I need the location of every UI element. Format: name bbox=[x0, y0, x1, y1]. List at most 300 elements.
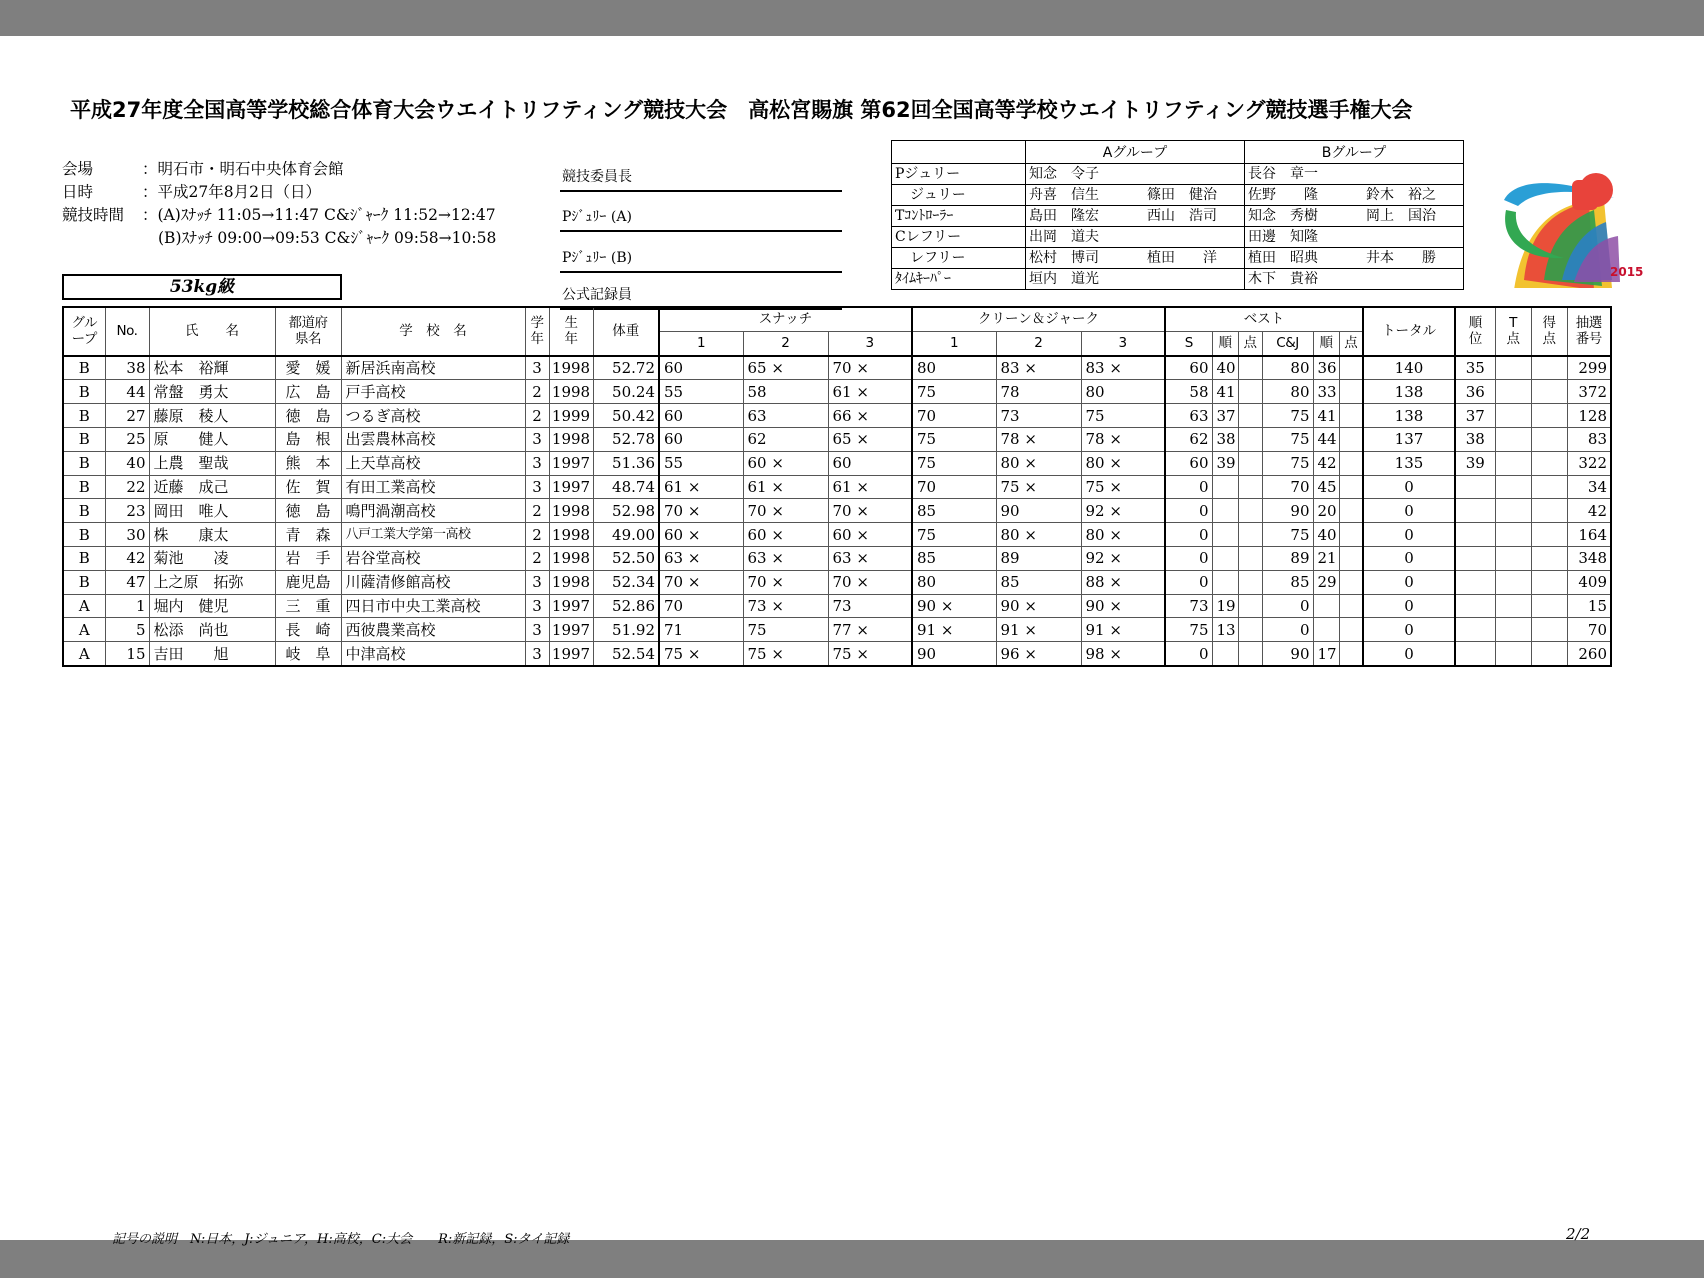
table-row bbox=[63, 380, 1611, 404]
legend-note: 記号の説明 N:日本，J:ジュニア，H:高校，C:大会 R:新記録，S:タイ記録 bbox=[112, 1232, 570, 1247]
best-snatch-rank bbox=[1212, 499, 1238, 523]
best-cj-rank: 21 bbox=[1313, 546, 1339, 570]
best-snatch-rank: 19 bbox=[1212, 594, 1238, 618]
col-cj-1: 1 bbox=[912, 331, 996, 355]
snatch-3: 61 × bbox=[828, 380, 912, 404]
cj-2: 83 × bbox=[996, 356, 1081, 380]
athlete-group: A bbox=[63, 618, 105, 642]
cj-1: 80 bbox=[912, 570, 996, 594]
rank bbox=[1455, 642, 1495, 666]
col-tpoint: T 点 bbox=[1495, 307, 1531, 356]
athlete-school: 上天草高校 bbox=[341, 451, 525, 475]
best-cj: 75 bbox=[1262, 404, 1313, 428]
athlete-pref: 岐 阜 bbox=[275, 642, 341, 666]
athlete-bodyweight: 50.42 bbox=[593, 404, 659, 428]
officials-header-a: Aグループ bbox=[1026, 141, 1245, 164]
official-name: 西山 浩司 bbox=[1147, 208, 1217, 224]
lot-number: 260 bbox=[1567, 642, 1611, 666]
t-point bbox=[1495, 380, 1531, 404]
best-cj: 90 bbox=[1262, 499, 1313, 523]
official-name: 垣内 道光 bbox=[1029, 271, 1099, 287]
athlete-no: 15 bbox=[105, 642, 149, 666]
athlete-bodyweight: 52.86 bbox=[593, 594, 659, 618]
best-snatch-rank bbox=[1212, 570, 1238, 594]
col-score: 得 点 bbox=[1531, 307, 1567, 356]
best-snatch-rank: 41 bbox=[1212, 380, 1238, 404]
official-group-a bbox=[1026, 248, 1245, 269]
lot-number: 164 bbox=[1567, 523, 1611, 547]
athlete-group: B bbox=[63, 427, 105, 451]
snatch-2: 70 × bbox=[743, 499, 828, 523]
total: 0 bbox=[1363, 475, 1455, 499]
athlete-grade: 3 bbox=[525, 427, 549, 451]
snatch-3: 60 bbox=[828, 451, 912, 475]
best-snatch: 58 bbox=[1165, 380, 1212, 404]
snatch-1: 61 × bbox=[659, 475, 743, 499]
athlete-group: A bbox=[63, 642, 105, 666]
cj-2: 78 × bbox=[996, 427, 1081, 451]
total: 0 bbox=[1363, 618, 1455, 642]
snatch-3: 65 × bbox=[828, 427, 912, 451]
snatch-1: 60 bbox=[659, 404, 743, 428]
officials-row bbox=[892, 269, 1464, 290]
athlete-grade: 3 bbox=[525, 451, 549, 475]
snatch-2: 75 × bbox=[743, 642, 828, 666]
athlete-bodyweight: 48.74 bbox=[593, 475, 659, 499]
best-snatch-rank bbox=[1212, 546, 1238, 570]
best-cj-point bbox=[1339, 523, 1363, 547]
snatch-3: 70 × bbox=[828, 499, 912, 523]
athlete-group: B bbox=[63, 523, 105, 547]
athlete-no: 42 bbox=[105, 546, 149, 570]
athlete-bodyweight: 52.72 bbox=[593, 356, 659, 380]
official-group-b bbox=[1245, 248, 1464, 269]
official-group-b bbox=[1245, 164, 1464, 185]
total: 0 bbox=[1363, 499, 1455, 523]
cj-2: 75 × bbox=[996, 475, 1081, 499]
athlete-school: 新居浜南高校 bbox=[341, 356, 525, 380]
snatch-2: 65 × bbox=[743, 356, 828, 380]
snatch-1: 55 bbox=[659, 451, 743, 475]
officials-row bbox=[892, 248, 1464, 269]
athlete-birth: 1998 bbox=[549, 356, 593, 380]
best-cj-point bbox=[1339, 404, 1363, 428]
snatch-1: 63 × bbox=[659, 546, 743, 570]
col-snatch-3: 3 bbox=[828, 331, 912, 355]
cj-3: 80 × bbox=[1081, 523, 1165, 547]
best-cj-rank: 36 bbox=[1313, 356, 1339, 380]
official-name: 鈴木 裕之 bbox=[1366, 187, 1436, 203]
athlete-pref: 徳 島 bbox=[275, 404, 341, 428]
lot-number: 83 bbox=[1567, 427, 1611, 451]
snatch-2: 73 × bbox=[743, 594, 828, 618]
best-cj: 0 bbox=[1262, 618, 1313, 642]
best-snatch-rank: 13 bbox=[1212, 618, 1238, 642]
athlete-name: 常盤 勇太 bbox=[149, 380, 275, 404]
cj-2: 80 × bbox=[996, 523, 1081, 547]
col-cj-2: 2 bbox=[996, 331, 1081, 355]
athlete-grade: 2 bbox=[525, 523, 549, 547]
athlete-name: 堀内 健児 bbox=[149, 594, 275, 618]
athlete-bodyweight: 51.92 bbox=[593, 618, 659, 642]
col-school: 学 校 名 bbox=[341, 307, 525, 356]
athlete-name: 株 康太 bbox=[149, 523, 275, 547]
results-table bbox=[62, 306, 1612, 667]
best-snatch-rank: 37 bbox=[1212, 404, 1238, 428]
best-snatch-point bbox=[1238, 356, 1262, 380]
athlete-name: 原 健人 bbox=[149, 427, 275, 451]
athlete-group: A bbox=[63, 594, 105, 618]
athlete-school: 戸手高校 bbox=[341, 380, 525, 404]
col-birth: 生 年 bbox=[549, 307, 593, 356]
best-cj: 75 bbox=[1262, 523, 1313, 547]
athlete-birth: 1997 bbox=[549, 642, 593, 666]
athlete-birth: 1999 bbox=[549, 404, 593, 428]
rank bbox=[1455, 570, 1495, 594]
rank bbox=[1455, 618, 1495, 642]
page-title: 平成27年度全国高等学校総合体育大会ウエイトリフティング競技大会 高松宮賜旗 第62回全国高等学校ウエイトリフティング競技選手権大会 bbox=[70, 98, 1413, 122]
snatch-2: 70 × bbox=[743, 570, 828, 594]
t-point bbox=[1495, 618, 1531, 642]
official-group-b bbox=[1245, 185, 1464, 206]
athlete-birth: 1998 bbox=[549, 523, 593, 547]
snatch-1: 70 × bbox=[659, 499, 743, 523]
best-snatch: 0 bbox=[1165, 499, 1212, 523]
t-point bbox=[1495, 427, 1531, 451]
cj-1: 70 bbox=[912, 475, 996, 499]
best-snatch: 62 bbox=[1165, 427, 1212, 451]
athlete-bodyweight: 49.00 bbox=[593, 523, 659, 547]
col-lot: 抽選 番号 bbox=[1567, 307, 1611, 356]
official-role: ﾀｲﾑｷｰﾊﾟｰ bbox=[892, 269, 1026, 290]
cj-1: 90 bbox=[912, 642, 996, 666]
athlete-school: 川薩清修館高校 bbox=[341, 570, 525, 594]
table-row bbox=[63, 570, 1611, 594]
officials-header-b: Bグループ bbox=[1245, 141, 1464, 164]
best-snatch-rank bbox=[1212, 642, 1238, 666]
col-snatch: スナッチ bbox=[659, 307, 912, 331]
best-snatch-point bbox=[1238, 570, 1262, 594]
official-role: レフリー bbox=[892, 248, 1026, 269]
table-row bbox=[63, 499, 1611, 523]
col-group: グル ープ bbox=[63, 307, 105, 356]
table-row bbox=[63, 356, 1611, 380]
athlete-name: 近藤 成己 bbox=[149, 475, 275, 499]
official-role: Pジュリー bbox=[892, 164, 1026, 185]
total: 0 bbox=[1363, 642, 1455, 666]
t-point bbox=[1495, 475, 1531, 499]
score bbox=[1531, 356, 1567, 380]
cj-3: 75 × bbox=[1081, 475, 1165, 499]
snatch-3: 75 × bbox=[828, 642, 912, 666]
athlete-birth: 1998 bbox=[549, 499, 593, 523]
total: 140 bbox=[1363, 356, 1455, 380]
best-cj-point bbox=[1339, 499, 1363, 523]
officials-row bbox=[892, 164, 1464, 185]
results-sheet bbox=[0, 36, 1704, 1247]
snatch-1: 70 × bbox=[659, 570, 743, 594]
best-snatch: 0 bbox=[1165, 570, 1212, 594]
t-point bbox=[1495, 404, 1531, 428]
col-bodyweight: 体重 bbox=[593, 307, 659, 356]
official-group-a bbox=[1026, 164, 1245, 185]
score bbox=[1531, 451, 1567, 475]
rank bbox=[1455, 594, 1495, 618]
best-cj-point bbox=[1339, 380, 1363, 404]
best-snatch: 0 bbox=[1165, 642, 1212, 666]
time-label: 競技時間 bbox=[62, 206, 125, 224]
cj-3: 92 × bbox=[1081, 499, 1165, 523]
athlete-pref: 三 重 bbox=[275, 594, 341, 618]
snatch-3: 60 × bbox=[828, 523, 912, 547]
athlete-school: 出雲農林高校 bbox=[341, 427, 525, 451]
cj-1: 85 bbox=[912, 499, 996, 523]
table-row bbox=[63, 642, 1611, 666]
cj-3: 78 × bbox=[1081, 427, 1165, 451]
rank: 36 bbox=[1455, 380, 1495, 404]
table-row bbox=[63, 546, 1611, 570]
venue-label: 会場 bbox=[62, 160, 94, 178]
col-rank: 順 位 bbox=[1455, 307, 1495, 356]
athlete-no: 27 bbox=[105, 404, 149, 428]
cj-2: 78 bbox=[996, 380, 1081, 404]
event-logo bbox=[1494, 140, 1644, 288]
best-snatch-point bbox=[1238, 451, 1262, 475]
col-no: No. bbox=[105, 307, 149, 356]
best-snatch-point bbox=[1238, 618, 1262, 642]
best-cj-point bbox=[1339, 356, 1363, 380]
cj-1: 75 bbox=[912, 451, 996, 475]
total: 138 bbox=[1363, 404, 1455, 428]
cj-3: 91 × bbox=[1081, 618, 1165, 642]
snatch-1: 71 bbox=[659, 618, 743, 642]
cj-1: 70 bbox=[912, 404, 996, 428]
col-total: トータル bbox=[1363, 307, 1455, 356]
best-cj: 80 bbox=[1262, 380, 1313, 404]
cj-3: 90 × bbox=[1081, 594, 1165, 618]
athlete-pref: 熊 本 bbox=[275, 451, 341, 475]
official-group-a bbox=[1026, 206, 1245, 227]
snatch-1: 55 bbox=[659, 380, 743, 404]
best-cj: 0 bbox=[1262, 594, 1313, 618]
official-role: Cレフリー bbox=[892, 227, 1026, 248]
official-line-recorder: 公式記録員 bbox=[562, 287, 632, 303]
athlete-grade: 3 bbox=[525, 475, 549, 499]
snatch-3: 66 × bbox=[828, 404, 912, 428]
athlete-school: 中津高校 bbox=[341, 642, 525, 666]
athlete-group: B bbox=[63, 570, 105, 594]
athlete-name: 松本 裕輝 bbox=[149, 356, 275, 380]
athlete-bodyweight: 50.24 bbox=[593, 380, 659, 404]
officials-corner bbox=[892, 141, 1026, 164]
official-name: 井本 勝 bbox=[1366, 250, 1436, 266]
table-row bbox=[63, 594, 1611, 618]
cj-3: 88 × bbox=[1081, 570, 1165, 594]
athlete-birth: 1997 bbox=[549, 594, 593, 618]
athlete-birth: 1998 bbox=[549, 380, 593, 404]
col-snatch-2: 2 bbox=[743, 331, 828, 355]
lot-number: 372 bbox=[1567, 380, 1611, 404]
cj-1: 80 bbox=[912, 356, 996, 380]
official-name: 植田 昭典 bbox=[1248, 250, 1318, 266]
cj-3: 75 bbox=[1081, 404, 1165, 428]
best-cj-rank: 40 bbox=[1313, 523, 1339, 547]
cj-1: 85 bbox=[912, 546, 996, 570]
cj-2: 89 bbox=[996, 546, 1081, 570]
cj-1: 75 bbox=[912, 380, 996, 404]
snatch-2: 75 bbox=[743, 618, 828, 642]
athlete-school: つるぎ高校 bbox=[341, 404, 525, 428]
athlete-pref: 岩 手 bbox=[275, 546, 341, 570]
official-line-pjury-b: Pｼﾞｭﾘｰ (B) bbox=[562, 250, 633, 266]
athlete-name: 菊池 凌 bbox=[149, 546, 275, 570]
score bbox=[1531, 642, 1567, 666]
officials-row bbox=[892, 227, 1464, 248]
snatch-2: 62 bbox=[743, 427, 828, 451]
snatch-1: 60 × bbox=[659, 523, 743, 547]
official-group-a bbox=[1026, 227, 1245, 248]
official-group-a bbox=[1026, 269, 1245, 290]
table-row bbox=[63, 475, 1611, 499]
table-row bbox=[63, 427, 1611, 451]
cj-2: 80 × bbox=[996, 451, 1081, 475]
score bbox=[1531, 427, 1567, 451]
athlete-group: B bbox=[63, 475, 105, 499]
snatch-2: 60 × bbox=[743, 523, 828, 547]
official-group-b bbox=[1245, 227, 1464, 248]
cj-3: 83 × bbox=[1081, 356, 1165, 380]
rank bbox=[1455, 499, 1495, 523]
cj-2: 85 bbox=[996, 570, 1081, 594]
best-snatch-point bbox=[1238, 499, 1262, 523]
official-line-chair: 競技委員長 bbox=[562, 169, 632, 185]
athlete-bodyweight: 52.54 bbox=[593, 642, 659, 666]
official-line-pjury-a: Pｼﾞｭﾘｰ (A) bbox=[562, 209, 632, 225]
athlete-grade: 2 bbox=[525, 380, 549, 404]
athlete-bodyweight: 52.98 bbox=[593, 499, 659, 523]
athlete-pref: 愛 媛 bbox=[275, 356, 341, 380]
rank: 35 bbox=[1455, 356, 1495, 380]
athlete-no: 5 bbox=[105, 618, 149, 642]
best-cj-point bbox=[1339, 427, 1363, 451]
best-snatch-rank: 38 bbox=[1212, 427, 1238, 451]
official-name: 篠田 健治 bbox=[1147, 187, 1217, 203]
best-snatch-point bbox=[1238, 404, 1262, 428]
athlete-name: 藤原 稜人 bbox=[149, 404, 275, 428]
col-best: ベスト bbox=[1165, 307, 1363, 331]
official-name: 岡上 国治 bbox=[1366, 208, 1436, 224]
snatch-3: 61 × bbox=[828, 475, 912, 499]
athlete-bodyweight: 52.50 bbox=[593, 546, 659, 570]
best-snatch-rank bbox=[1212, 523, 1238, 547]
best-snatch: 60 bbox=[1165, 451, 1212, 475]
rank: 37 bbox=[1455, 404, 1495, 428]
athlete-name: 松添 尚也 bbox=[149, 618, 275, 642]
best-cj: 80 bbox=[1262, 356, 1313, 380]
best-cj: 75 bbox=[1262, 427, 1313, 451]
best-cj: 75 bbox=[1262, 451, 1313, 475]
best-cj-rank: 33 bbox=[1313, 380, 1339, 404]
athlete-birth: 1998 bbox=[549, 570, 593, 594]
score bbox=[1531, 546, 1567, 570]
col-name: 氏 名 bbox=[149, 307, 275, 356]
best-cj-point bbox=[1339, 475, 1363, 499]
col-best-cj: C&J bbox=[1262, 331, 1313, 355]
lot-number: 42 bbox=[1567, 499, 1611, 523]
table-row bbox=[63, 404, 1611, 428]
official-name: 木下 貴裕 bbox=[1248, 271, 1318, 287]
best-cj-rank: 41 bbox=[1313, 404, 1339, 428]
snatch-1: 60 bbox=[659, 356, 743, 380]
cj-1: 75 bbox=[912, 427, 996, 451]
best-snatch-rank: 40 bbox=[1212, 356, 1238, 380]
athlete-birth: 1997 bbox=[549, 475, 593, 499]
athlete-grade: 3 bbox=[525, 570, 549, 594]
official-name: 舟喜 信生 bbox=[1029, 187, 1099, 203]
athlete-no: 1 bbox=[105, 594, 149, 618]
officials-sign-lines bbox=[560, 158, 842, 310]
snatch-2: 60 × bbox=[743, 451, 828, 475]
time-b-value: (B)ｽﾅｯﾁ 09:00→09:53 C&ｼﾞｬｰｸ 09:58→10:58 bbox=[158, 229, 497, 247]
official-name: 知念 令子 bbox=[1029, 166, 1099, 182]
best-cj-point bbox=[1339, 618, 1363, 642]
athlete-bodyweight: 52.78 bbox=[593, 427, 659, 451]
logo-year: 2015 bbox=[1610, 265, 1644, 279]
t-point bbox=[1495, 356, 1531, 380]
meet-info bbox=[62, 158, 496, 250]
best-snatch: 75 bbox=[1165, 618, 1212, 642]
snatch-3: 70 × bbox=[828, 570, 912, 594]
cj-3: 98 × bbox=[1081, 642, 1165, 666]
weight-class-box: 53kg級 bbox=[62, 274, 342, 300]
athlete-no: 40 bbox=[105, 451, 149, 475]
cj-1: 91 × bbox=[912, 618, 996, 642]
snatch-3: 70 × bbox=[828, 356, 912, 380]
best-snatch-point bbox=[1238, 642, 1262, 666]
athlete-pref: 佐 賀 bbox=[275, 475, 341, 499]
col-best-cj-point: 点 bbox=[1339, 331, 1363, 355]
lot-number: 70 bbox=[1567, 618, 1611, 642]
best-snatch: 0 bbox=[1165, 475, 1212, 499]
cj-1: 75 bbox=[912, 523, 996, 547]
athlete-birth: 1998 bbox=[549, 546, 593, 570]
snatch-3: 77 × bbox=[828, 618, 912, 642]
best-snatch-point bbox=[1238, 380, 1262, 404]
cj-2: 96 × bbox=[996, 642, 1081, 666]
col-best-s-rank: 順 bbox=[1212, 331, 1238, 355]
athlete-bodyweight: 52.34 bbox=[593, 570, 659, 594]
officials-row bbox=[892, 206, 1464, 227]
snatch-3: 73 bbox=[828, 594, 912, 618]
best-cj-rank bbox=[1313, 618, 1339, 642]
best-cj-rank bbox=[1313, 594, 1339, 618]
official-name: 島田 隆宏 bbox=[1029, 208, 1099, 224]
rank bbox=[1455, 546, 1495, 570]
best-cj-rank: 42 bbox=[1313, 451, 1339, 475]
cj-2: 73 bbox=[996, 404, 1081, 428]
athlete-school: 岩谷堂高校 bbox=[341, 546, 525, 570]
athlete-no: 22 bbox=[105, 475, 149, 499]
athlete-no: 23 bbox=[105, 499, 149, 523]
best-snatch-rank bbox=[1212, 475, 1238, 499]
athlete-group: B bbox=[63, 404, 105, 428]
official-role: Tｺﾝﾄﾛｰﾗｰ bbox=[892, 206, 1026, 227]
lot-number: 409 bbox=[1567, 570, 1611, 594]
best-cj-rank: 29 bbox=[1313, 570, 1339, 594]
col-cj: クリーン＆ジャーク bbox=[912, 307, 1165, 331]
athlete-birth: 1997 bbox=[549, 451, 593, 475]
best-snatch-point bbox=[1238, 594, 1262, 618]
